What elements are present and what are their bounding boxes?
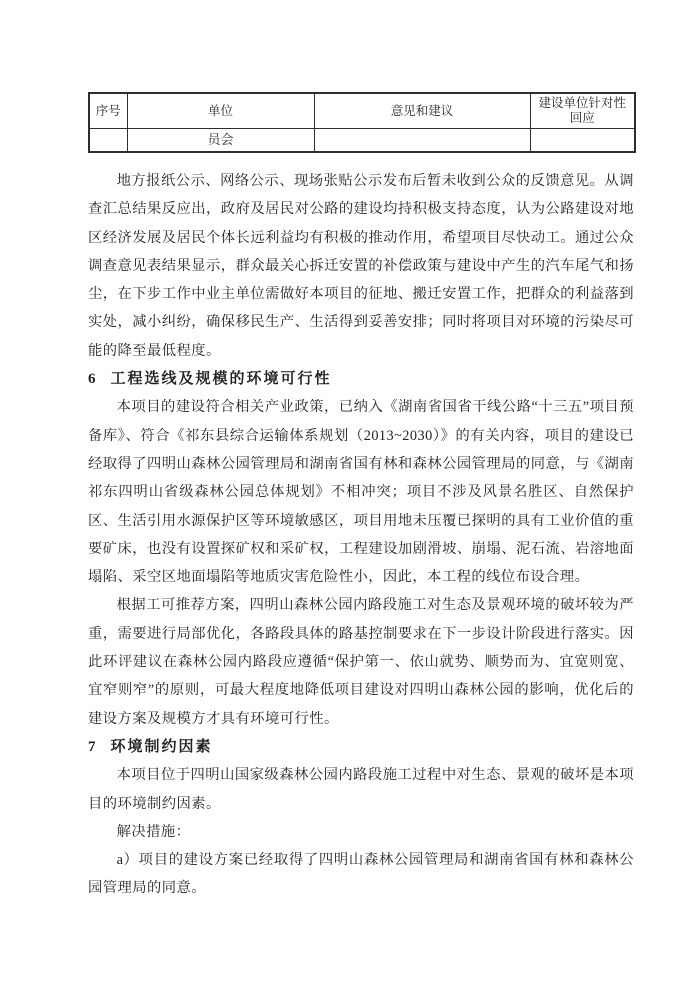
solutions-item-a: a）项目的建设方案已经取得了四明山森林公园管理局和湖南省国有林和森林公园管理局的同意。: [88, 852, 634, 897]
section-7-number: 7: [88, 738, 96, 755]
body-text: [88, 167, 634, 903]
header-opinion: 意见和建议: [314, 93, 530, 129]
solutions-label: 解决措施：: [116, 823, 191, 840]
public-opinion-table: [88, 92, 636, 153]
section-6-paragraph-1: 本项目的建设符合相关产业政策，已纳入《湖南省国省干线公路“十三五”项目预备库》、符合《祁东县综合运输体系规划（2013~2030）》的有关内容，项目的建设已经取得了四明山森林公园管理局和湖南省国有林和森林公园管理局的同意，与《湖南祁东四明山省级森林公园总体规划》不相冲突；项目不涉及风景名胜区、自然保护区、生活引用水源保护区等环境敏感区，项目用地未压覆已探明的具有工业价值的重要矿床，也没有设置探矿权和采矿权，工程建设加剧滑坡、崩塌、泥石流、岩溶地面塌陷、采空区地面塌陷等地质灾害危险性小，因此，本工程的线位布设合理。: [88, 399, 634, 586]
section-7-paragraph-1: 本项目位于四明山国家级森林公园内路段施工过程中对生态、景观的破坏是本项目的环境制约因素。: [88, 767, 634, 812]
cell-seq: [89, 129, 127, 153]
header-unit: 单位: [127, 93, 314, 129]
cell-unit: 员会: [127, 129, 314, 153]
section-6-number: 6: [88, 371, 96, 388]
table-header-row: [89, 93, 635, 129]
paragraph-public-feedback: 地方报纸公示、网络公示、现场张贴公示发布后暂未收到公众的反馈意见。从调查汇总结果反应出，政府及居民对公路的建设均持积极支持态度，认为公路建设对地区经济发展及居民个体长远利益均有积极的推动作用，希望项目尽快动工。通过公众调查意见表结果显示，群众最关心拆迁安置的补偿政策与建设中产生的汽车尾气和扬尘，在下步工作中业主单位需做好本项目的征地、搬迁安置工作，把群众的利益落到实处，减小纠纷，确保移民生产、生活得到妥善安排；同时将项目对环境的污染尽可能的降至最低程度。: [88, 173, 634, 359]
section-6-paragraph-2: 根据工可推荐方案，四明山森林公园内路段施工对生态及景观环境的破坏较为严重，需要进行局部优化，各路段具体的路基控制要求在下一步设计阶段进行落实。因此环评建议在森林公园内路段应遵循“保护第一、依山就势、顺势而为、宜宽则宽、宜窄则窄”的原则，可最大程度地降低项目建设对四明山森林公园的影响，优化后的建设方案及规模方才具有环境可行性。: [88, 597, 634, 727]
header-response: 建设单位针对性回应: [530, 93, 635, 129]
header-seq: 序号: [89, 93, 127, 129]
document-content: [88, 92, 634, 903]
table-row: [89, 129, 635, 153]
cell-opinion: [314, 129, 530, 153]
section-6-heading: [88, 365, 634, 393]
section-7-title: 环境制约因素: [110, 737, 213, 755]
cell-response: [530, 129, 635, 153]
section-6-title: 工程选线及规模的环境可行性: [110, 370, 332, 388]
section-7-heading: [88, 733, 634, 761]
